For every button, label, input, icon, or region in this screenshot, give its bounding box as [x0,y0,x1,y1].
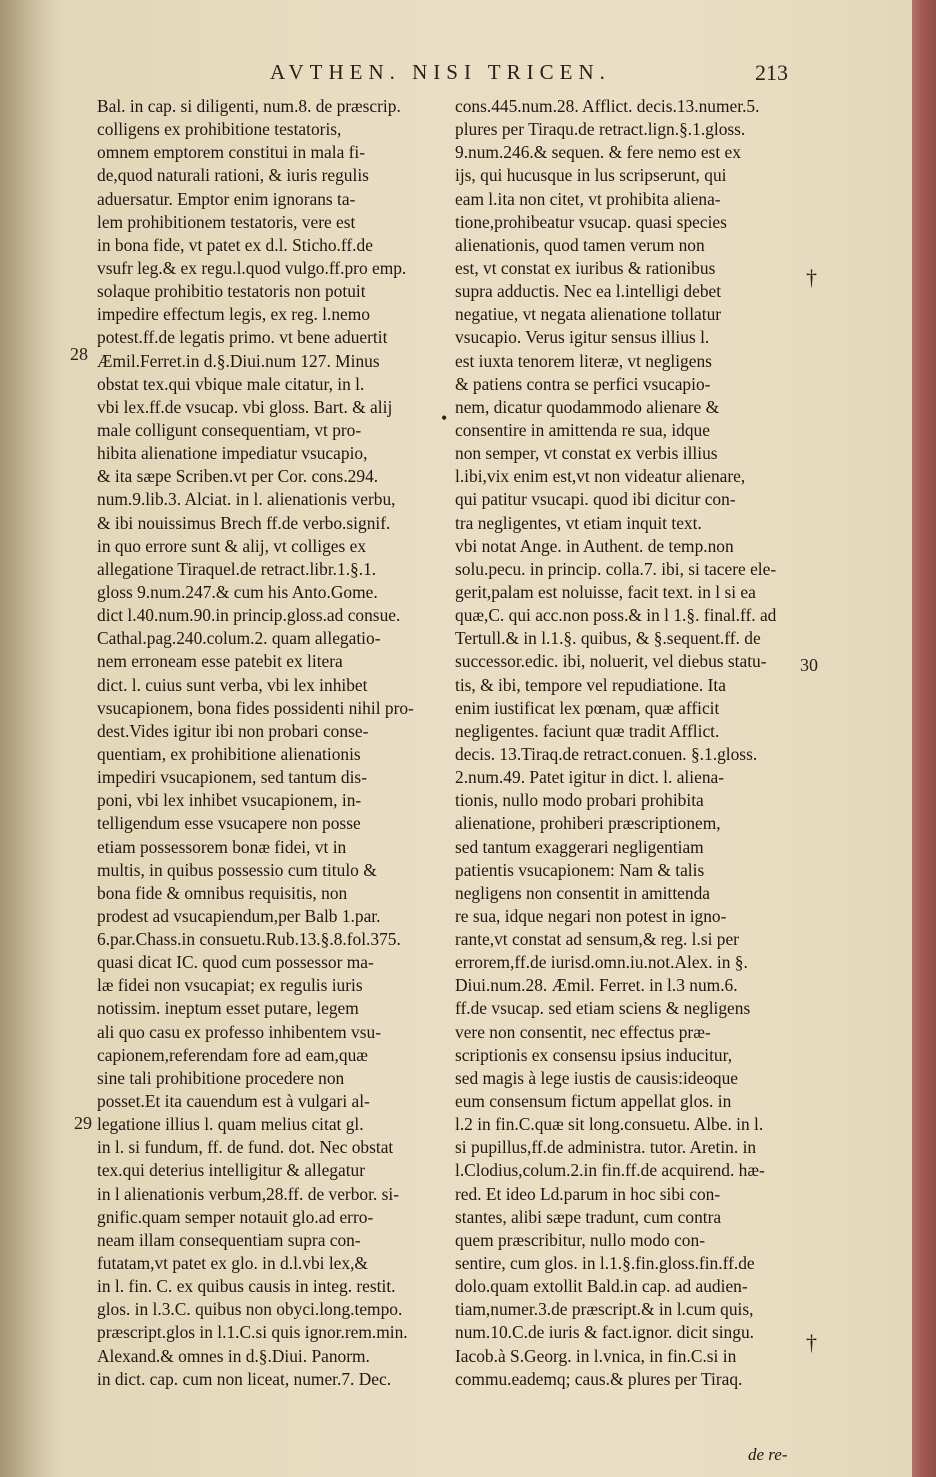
left-column-line: Cathal.pag.240.colum.2. quam allegatio- [97,628,381,649]
right-column-line: dolo.quam extollit Bald.in cap. ad audien- [455,1276,748,1297]
left-column-line: male colligunt consequentiam, vt pro- [97,419,362,440]
page-edge [912,0,936,1477]
right-column-line: 2.num.49. Patet igitur in dict. l. aliena- [455,767,725,788]
left-column-line: in dict. cap. cum non liceat, numer.7. Dec. [97,1368,392,1389]
left-column-line: vbi lex.ff.de vsucap. vbi gloss. Bart. & alij [97,396,393,417]
right-column [455,95,795,1391]
right-column-line: eam l.ita non citet, vt prohibita aliena- [455,188,721,209]
margin-number-29: 29 [74,1113,92,1133]
left-column-line: sine tali prohibitione procedere non [97,1067,345,1088]
right-column-line: vsucapio. Verus igitur sensus illius l. [455,327,710,348]
right-column-line: ff.de vsucap. sed etiam sciens & negligens [455,998,751,1019]
left-column-line: impediri vsucapionem, sed tantum dis- [97,767,367,788]
left-column-line: læ fidei non vsucapiat; ex regulis iuris [97,975,363,996]
left-column-line: hibita alienatione impediatur vsucapio, [97,443,368,464]
margin-number-30: 30 [800,655,818,675]
left-column-line: in l. fin. C. ex quibus causis in integ. restit. [97,1276,396,1297]
dagger-mark-lower: † [806,1330,817,1355]
right-column-line: successor.edic. ibi, noluerit, vel diebus statu- [455,651,767,672]
right-column-line: tiam,numer.3.de præscript.& in l.cum quis, [455,1299,754,1320]
right-column-line: supra adductis. Nec ea l.intelligi debet [455,281,722,302]
right-column-line: alienatione, prohiberi præscriptionem, [455,813,721,834]
right-column-line: & patiens contra se perfici vsucapio- [455,373,711,394]
left-column-line: in bona fide, vt patet ex d.l. Sticho.ff.de [97,234,373,255]
left-column-line: in quo errore sunt & alij, vt colliges ex [97,535,367,556]
right-column-line: consentire in amittenda re sua, idque [455,419,710,440]
left-column-line: multis, in quibus possessio cum titulo & [97,859,377,880]
left-column-line: glos. in l.3.C. quibus non obyci.long.tempo. [97,1299,403,1320]
right-column-line: vere non consentit, nec effectus præ- [455,1021,711,1042]
right-column-line: commu.eademq; caus.& plures per Tiraq. [455,1368,743,1389]
left-column-line: obstat tex.qui vbique male citatur, in l. [97,373,365,394]
left-column-line: ali quo casu ex professo inhibentem vsu- [97,1021,381,1042]
right-column-line: si pupillus,ff.de administra. tutor. Aretin. in [455,1137,757,1158]
catchword: de re- [748,1445,788,1464]
left-column-line: telligendum esse vsucapere non posse [97,813,361,834]
right-column-line: gerit,palam est noluisse, facit text. in l si ea [455,581,756,602]
right-column-line: scriptionis ex consensu ipsius inducitur, [455,1044,733,1065]
left-column-line: capionem,referendam fore ad eam,quæ [97,1044,368,1065]
dagger-mark-upper: † [806,265,817,290]
left-column-line: & ibi nouissimus Brech ff.de verbo.signif. [97,512,391,533]
left-column-line: quasi dicat IC. quod cum possessor ma- [97,952,374,973]
right-column-line: Tertull.& in l.1.§. quibus, & §.sequent.ff. de [455,628,761,649]
left-column-line: lem prohibitionem testatoris, vere est [97,211,356,232]
right-column-line: est iuxta tenorem literæ, vt negligens [455,350,712,371]
right-column-line: cons.445.num.28. Afflict. decis.13.numer.5. [455,96,760,116]
left-column-line: poni, vbi lex inhibet vsucapionem, in- [97,790,362,811]
right-column-line: Diui.num.28. Æmil. Ferret. in l.3 num.6. [455,975,738,996]
left-column-line: quentiam, ex prohibitione alienationis [97,743,361,764]
right-column-line: negligentes. faciunt quæ tradit Afflict. [455,720,720,741]
right-column-line: sentire, cum glos. in l.1.§.fin.gloss.fin.ff.de [455,1253,755,1274]
right-column-line: est, vt constat ex iuribus & rationibus [455,257,716,278]
left-column-line: etiam possessorem bonæ fidei, vt in [97,836,347,857]
left-column-line: tex.qui deterius intelligitur & allegatur [97,1160,366,1181]
right-column-line: tionis, nullo modo probari prohibita [455,790,704,811]
running-head: AVTHEN. NISI TRICEN. [270,60,611,84]
left-column-line: posset.Et ita cauendum est à vulgari al- [97,1091,370,1112]
left-column-line: prodest ad vsucapiendum,per Balb 1.par. [97,905,381,926]
right-column-line: num.10.C.de iuris & fact.ignor. dicit singu. [455,1322,754,1343]
left-column-line: vsucapionem, bona fides possidenti nihil pro- [97,697,414,718]
left-column-line: in l alienationis verbum,28.ff. de verbor. si- [97,1183,400,1204]
right-column-line: plures per Tiraqu.de retract.lign.§.1.gloss. [455,119,746,140]
right-column-line: qui patitur vsucapi. quod ibi dicitur con- [455,489,736,510]
right-column-line: l.ibi,vix enim est,vt non videatur alienare, [455,466,746,487]
right-column-line: re sua, idque negari non potest in igno- [455,905,727,926]
right-column-line: eum consensum fictum appellat glos. in [455,1091,732,1112]
left-column-line: legatione illius l. quam melius citat gl. [97,1114,364,1135]
right-column-line: patientis vsucapionem: Nam & talis [455,859,705,880]
right-column-line: non semper, vt constat ex verbis illius [455,443,718,464]
right-column-line: tis, & ibi, tempore vel repudiatione. Ita [455,674,726,695]
right-column-line: quem præscribitur, nullo modo con- [455,1229,705,1250]
bullet-mark: • [441,408,448,428]
right-column-line: 9.num.246.& sequen. & fere nemo est ex [455,142,741,163]
right-column-line: red. Et ideo Ld.parum in hoc sibi con- [455,1183,721,1204]
left-column-line: neam illam consequentiam supra con- [97,1229,361,1250]
right-column-line: Iacob.à S.Georg. in l.vnica, in fin.C.si in [455,1345,737,1366]
left-column-line: Æmil.Ferret.in d.§.Diui.num 127. Minus [97,350,380,371]
left-column-line: solaque prohibitio testatoris non potuit [97,281,366,302]
right-column-line: solu.pecu. in princip. colla.7. ibi, si tacere ele- [455,558,777,579]
right-column-line: negatiue, vt negata alienatione tollatur [455,304,722,325]
left-column-line: vsufr leg.& ex regu.l.quod vulgo.ff.pro emp. [97,257,407,278]
left-column-line: in l. si fundum, ff. de fund. dot. Nec obstat [97,1137,394,1158]
left-column-line: dict. l. cuius sunt verba, vbi lex inhibet [97,674,368,695]
left-column-line: Bal. in cap. si diligenti, num.8. de præscrip. [97,96,401,116]
right-column-line: tione,prohibeatur vsucap. quasi species [455,211,727,232]
right-column-line: l.Clodius,colum.2.in fin.ff.de acquirend. hæ- [455,1160,765,1181]
left-column-line: præscript.glos in l.1.C.si quis ignor.rem.min. [97,1322,408,1343]
right-column-line: sed magis à lege iustis de causis:ideoque [455,1067,739,1088]
right-column-line: vbi notat Ange. in Authent. de temp.non [455,535,734,556]
left-column-line: allegatione Tiraquel.de retract.libr.1.§.1. [97,558,377,579]
left-column-line: omnem emptorem constitui in mala fi- [97,142,366,163]
left-column-line: notissim. ineptum esset putare, legem [97,998,359,1019]
right-column-line: quæ,C. qui acc.non poss.& in l 1.§. final.ff. ad [455,605,777,626]
right-column-line: stantes, alibi sæpe tradunt, cum contra [455,1206,722,1227]
left-column-line: gnific.quam semper notauit glo.ad erro- [97,1206,374,1227]
left-column [97,95,435,1391]
gutter-shadow [0,0,60,1477]
margin-number-28: 28 [70,344,88,364]
folio-number: 213 [755,60,788,85]
left-column-line: potest.ff.de legatis primo. vt bene aduertit [97,327,388,348]
left-column-line: 6.par.Chass.in consuetu.Rub.13.§.8.fol.375. [97,929,401,950]
left-column-line: impedire effectum legis, ex reg. l.nemo [97,304,371,325]
right-column-line: errorem,ff.de iurisd.omn.iu.not.Alex. in §. [455,952,748,973]
right-column-line: ijs, qui hucusque in lus scripserunt, qui [455,165,727,186]
right-column-line: tra negligentes, vt etiam inquit text. [455,512,702,533]
right-column-line: l.2 in fin.C.quæ sit long.consuetu. Albe. in l. [455,1114,764,1135]
left-column-line: num.9.lib.3. Alciat. in l. alienationis verbu, [97,489,396,510]
right-column-line: nem, dicatur quodammodo alienare & [455,396,720,417]
right-column-line: rante,vt constat ad sensum,& reg. l.si per [455,929,739,950]
right-column-line: sed tantum exaggerari negligentiam [455,836,704,857]
left-column-line: nem erroneam esse patebit ex litera [97,651,343,672]
left-column-line: aduersatur. Emptor enim ignorans ta- [97,188,356,209]
right-column-line: enim iustificat lex pœnam, quæ afficit [455,697,720,718]
left-column-line: gloss 9.num.247.& cum his Anto.Gome. [97,581,378,602]
left-column-line: dict l.40.num.90.in princip.gloss.ad consue. [97,605,401,626]
left-column-line: futatam,vt patet ex glo. in d.l.vbi lex,& [97,1253,368,1274]
right-column-line: decis. 13.Tiraq.de retract.conuen. §.1.gloss. [455,743,758,764]
right-column-line: alienationis, quod tamen verum non [455,234,705,255]
left-column-line: de,quod naturali rationi, & iuris regulis [97,165,369,186]
left-column-line: Alexand.& omnes in d.§.Diui. Panorm. [97,1345,370,1366]
left-column-line: colligens ex prohibitione testatoris, [97,119,342,140]
left-column-line: & ita sæpe Scriben.vt per Cor. cons.294. [97,466,379,487]
left-column-line: dest.Vides igitur ibi non probari conse- [97,720,369,741]
left-column-line: bona fide & omnibus requisitis, non [97,882,348,903]
right-column-line: negligens non consentit in amittenda [455,882,711,903]
